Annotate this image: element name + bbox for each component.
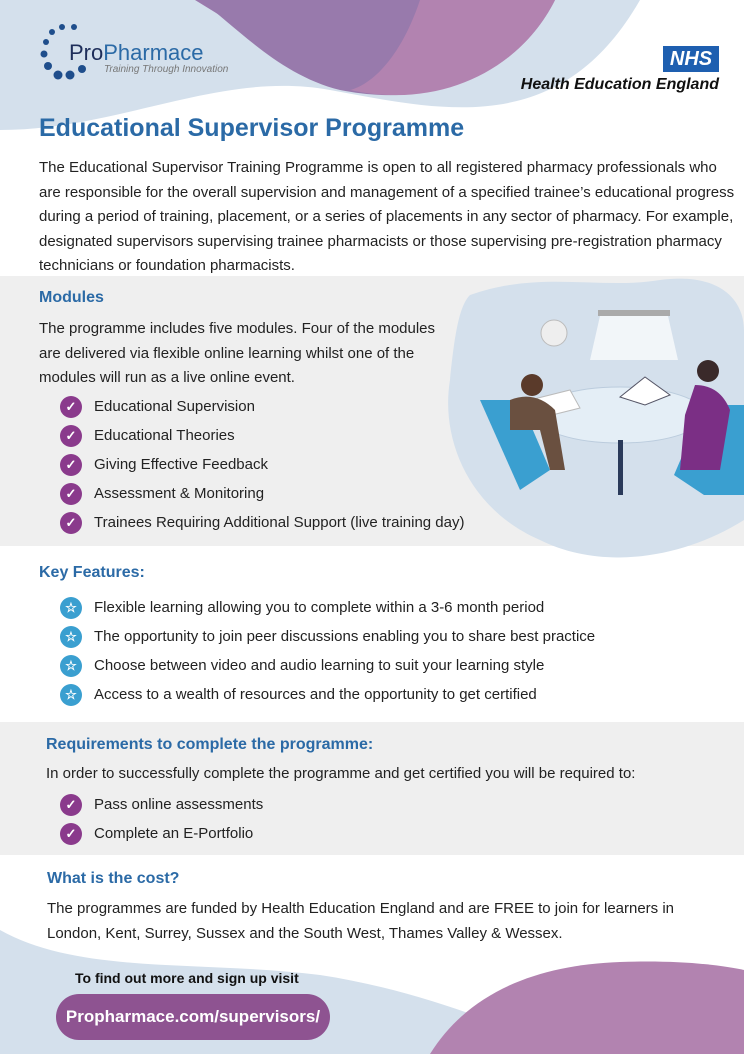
check-icon: ✓ bbox=[60, 483, 82, 505]
star-icon: ☆ bbox=[60, 684, 82, 706]
brand-pre: Pro bbox=[69, 40, 104, 65]
propharmace-logo bbox=[40, 22, 229, 87]
item-label: Pass online assessments bbox=[94, 796, 264, 813]
modules-text: The programme includes five modules. Four of the modules are delivered via flexible online learning whilst one of the modules will run as a live online event. bbox=[39, 320, 436, 386]
list-item bbox=[60, 680, 595, 709]
cost-text: The programmes are funded by Health Education England and are FREE to join for learners in London, Kent, Surrey, Sussex and the South West, Thames Valley & Wessex. bbox=[47, 900, 675, 942]
modules-heading: Modules bbox=[39, 289, 104, 306]
item-label: Assessment & Monitoring bbox=[94, 485, 265, 502]
item-label: Access to a wealth of resources and the opportunity to get certified bbox=[94, 686, 537, 703]
intro-text: The Educational Supervisor Training Programme is open to all registered pharmacy professionals who are responsible for the overall supervision and management of a specified trainee’s educational progress during a period of training, placement, or a series of placements in any sector of pharmacy. For example, designated supervisors supervising trainee pharmacists or those supervising pre-registration pharmacy technicians or foundation pharmacists. bbox=[39, 159, 735, 274]
check-icon: ✓ bbox=[60, 454, 82, 476]
meeting-illustration bbox=[470, 305, 744, 505]
signup-link-button[interactable]: Propharmace.com/supervisors/ bbox=[56, 994, 330, 1040]
list-item bbox=[60, 479, 464, 508]
hee-name: Health Education England bbox=[520, 76, 719, 93]
item-label: Flexible learning allowing you to complete within a 3-6 month period bbox=[94, 599, 545, 616]
item-label: Educational Supervision bbox=[94, 398, 255, 415]
check-icon: ✓ bbox=[60, 396, 82, 418]
requirements-list bbox=[60, 790, 263, 848]
star-icon: ☆ bbox=[60, 597, 82, 619]
star-icon: ☆ bbox=[60, 655, 82, 677]
item-label: The opportunity to join peer discussions enabling you to share best practice bbox=[94, 628, 596, 645]
requirements-heading: Requirements to complete the programme: bbox=[46, 736, 374, 753]
list-item bbox=[60, 790, 263, 819]
check-icon: ✓ bbox=[60, 512, 82, 534]
list-item bbox=[60, 651, 595, 680]
list-item bbox=[60, 392, 464, 421]
modules-list bbox=[60, 392, 464, 537]
star-icon: ☆ bbox=[60, 626, 82, 648]
check-icon: ✓ bbox=[60, 425, 82, 447]
features-heading: Key Features: bbox=[39, 564, 145, 581]
item-label: Trainees Requiring Additional Support (live training day) bbox=[94, 514, 465, 531]
list-item bbox=[60, 421, 464, 450]
list-item bbox=[60, 508, 464, 537]
cost-heading: What is the cost? bbox=[47, 870, 180, 887]
features-list bbox=[60, 593, 595, 709]
nhs-badge: NHS bbox=[663, 46, 719, 72]
list-item bbox=[60, 593, 595, 622]
brand-main: Pharmace bbox=[103, 40, 204, 65]
list-item bbox=[60, 622, 595, 651]
requirements-text: In order to successfully complete the programme and get certified you will be required to: bbox=[46, 765, 636, 782]
item-label: Giving Effective Feedback bbox=[94, 456, 268, 473]
item-label: Choose between video and audio learning to suit your learning style bbox=[94, 657, 545, 674]
list-item bbox=[60, 450, 464, 479]
check-icon: ✓ bbox=[60, 794, 82, 816]
cta-label: To find out more and sign up visit bbox=[75, 970, 299, 986]
check-icon: ✓ bbox=[60, 823, 82, 845]
list-item bbox=[60, 819, 263, 848]
item-label: Educational Theories bbox=[94, 427, 235, 444]
page-title: Educational Supervisor Programme bbox=[39, 114, 465, 142]
logo-tagline: Training Through Innovation bbox=[104, 64, 229, 75]
item-label: Complete an E-Portfolio bbox=[94, 825, 254, 842]
